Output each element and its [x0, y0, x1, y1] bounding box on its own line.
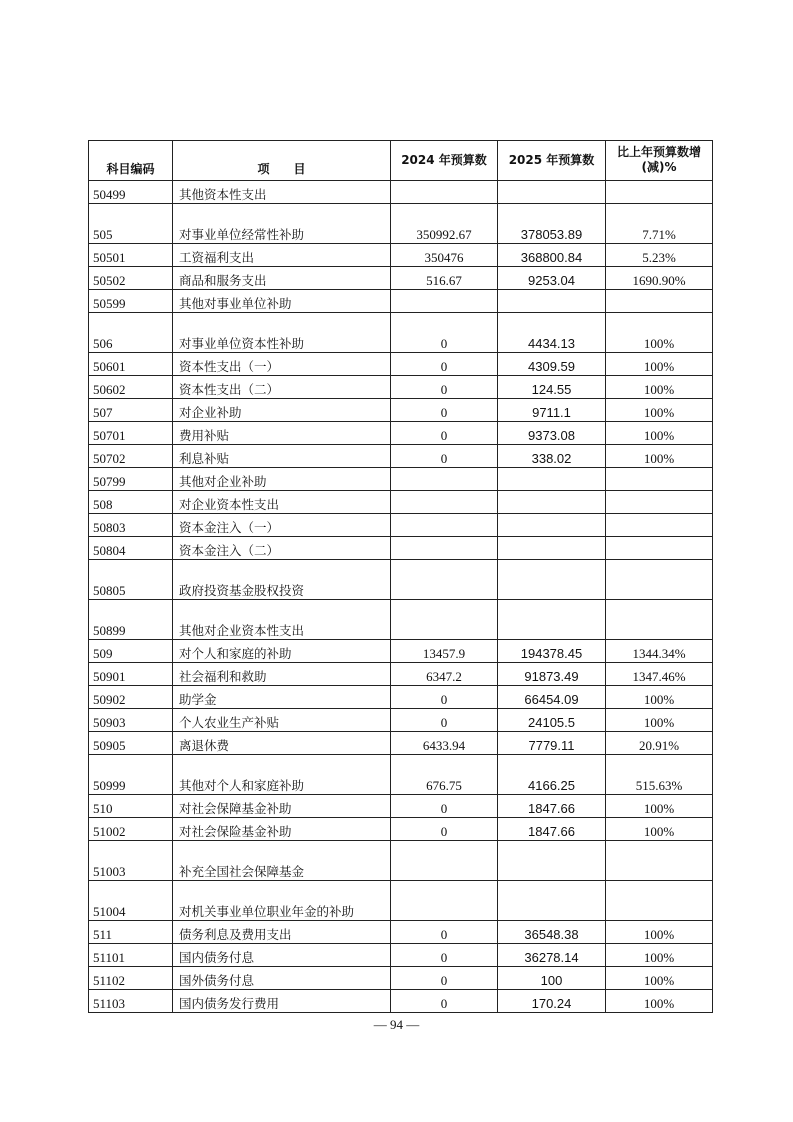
cell-change-pct: 1344.34% — [606, 640, 713, 663]
cell-change-pct — [606, 181, 713, 204]
cell-2024: 0 — [391, 990, 498, 1013]
cell-name: 对机关事业单位职业年金的补助 — [173, 881, 391, 921]
cell-name: 资本性支出（二） — [173, 376, 391, 399]
cell-2025 — [498, 468, 606, 491]
cell-code: 50804 — [89, 537, 173, 560]
cell-change-pct: 100% — [606, 445, 713, 468]
cell-2024: 676.75 — [391, 755, 498, 795]
cell-code: 50702 — [89, 445, 173, 468]
cell-name: 资本性支出（一） — [173, 353, 391, 376]
cell-2024: 0 — [391, 353, 498, 376]
table-row — [89, 990, 713, 1013]
cell-2024: 516.67 — [391, 267, 498, 290]
cell-code: 50803 — [89, 514, 173, 537]
cell-change-pct: 515.63% — [606, 755, 713, 795]
header-item: 项 目 — [173, 141, 391, 181]
cell-name: 对事业单位经常性补助 — [173, 204, 391, 244]
table-row — [89, 663, 713, 686]
cell-change-pct: 5.23% — [606, 244, 713, 267]
cell-name: 补充全国社会保障基金 — [173, 841, 391, 881]
cell-code: 50502 — [89, 267, 173, 290]
table-row — [89, 376, 713, 399]
cell-code: 50599 — [89, 290, 173, 313]
cell-2025: 100 — [498, 967, 606, 990]
cell-code: 509 — [89, 640, 173, 663]
table-row — [89, 445, 713, 468]
cell-code: 50899 — [89, 600, 173, 640]
cell-code: 50501 — [89, 244, 173, 267]
cell-code: 51103 — [89, 990, 173, 1013]
table-row — [89, 399, 713, 422]
cell-code: 50799 — [89, 468, 173, 491]
table-row — [89, 881, 713, 921]
table-row — [89, 686, 713, 709]
cell-name: 国内债务发行费用 — [173, 990, 391, 1013]
cell-2024 — [391, 881, 498, 921]
cell-2024 — [391, 600, 498, 640]
cell-change-pct: 1690.90% — [606, 267, 713, 290]
cell-2024: 0 — [391, 818, 498, 841]
cell-change-pct: 100% — [606, 990, 713, 1013]
header-2025: 2025 年预算数 — [498, 141, 606, 181]
cell-change-pct: 100% — [606, 944, 713, 967]
cell-2024 — [391, 841, 498, 881]
table-row — [89, 560, 713, 600]
cell-2025: 4309.59 — [498, 353, 606, 376]
table-row — [89, 313, 713, 353]
cell-2024: 0 — [391, 313, 498, 353]
cell-2025: 36278.14 — [498, 944, 606, 967]
table-row — [89, 353, 713, 376]
cell-name: 其他对企业资本性支出 — [173, 600, 391, 640]
cell-2024: 0 — [391, 445, 498, 468]
table-row — [89, 537, 713, 560]
cell-2025: 1847.66 — [498, 795, 606, 818]
cell-2025 — [498, 514, 606, 537]
cell-2025: 368800.84 — [498, 244, 606, 267]
cell-change-pct — [606, 881, 713, 921]
cell-name: 国外债务付息 — [173, 967, 391, 990]
table-row — [89, 290, 713, 313]
cell-2025 — [498, 881, 606, 921]
table-row — [89, 204, 713, 244]
cell-2025: 338.02 — [498, 445, 606, 468]
cell-code: 51101 — [89, 944, 173, 967]
header-change-pct — [606, 141, 713, 181]
cell-2024: 0 — [391, 686, 498, 709]
cell-name: 工资福利支出 — [173, 244, 391, 267]
cell-change-pct: 100% — [606, 921, 713, 944]
cell-name: 对个人和家庭的补助 — [173, 640, 391, 663]
cell-2024 — [391, 290, 498, 313]
cell-code: 511 — [89, 921, 173, 944]
cell-2024: 0 — [391, 709, 498, 732]
cell-code: 506 — [89, 313, 173, 353]
cell-change-pct: 100% — [606, 422, 713, 445]
cell-change-pct: 100% — [606, 686, 713, 709]
table-row — [89, 600, 713, 640]
cell-2024 — [391, 491, 498, 514]
cell-2025: 24105.5 — [498, 709, 606, 732]
cell-name: 商品和服务支出 — [173, 267, 391, 290]
cell-2025: 9253.04 — [498, 267, 606, 290]
cell-code: 50601 — [89, 353, 173, 376]
cell-name: 对社会保险基金补助 — [173, 818, 391, 841]
cell-code: 507 — [89, 399, 173, 422]
cell-change-pct: 100% — [606, 967, 713, 990]
cell-name: 资本金注入（一） — [173, 514, 391, 537]
cell-2024 — [391, 560, 498, 600]
cell-2024: 0 — [391, 795, 498, 818]
cell-code: 50499 — [89, 181, 173, 204]
cell-2024 — [391, 537, 498, 560]
cell-change-pct: 1347.46% — [606, 663, 713, 686]
cell-code: 50901 — [89, 663, 173, 686]
cell-2025 — [498, 181, 606, 204]
cell-code: 50903 — [89, 709, 173, 732]
cell-name: 其他资本性支出 — [173, 181, 391, 204]
cell-change-pct — [606, 290, 713, 313]
table-row — [89, 841, 713, 881]
cell-2025 — [498, 290, 606, 313]
cell-2025: 66454.09 — [498, 686, 606, 709]
cell-2025: 4166.25 — [498, 755, 606, 795]
table-row — [89, 921, 713, 944]
cell-2024: 0 — [391, 967, 498, 990]
cell-code: 50805 — [89, 560, 173, 600]
cell-change-pct: 100% — [606, 313, 713, 353]
cell-code: 51003 — [89, 841, 173, 881]
table-row — [89, 640, 713, 663]
cell-name: 资本金注入（二） — [173, 537, 391, 560]
cell-2025: 36548.38 — [498, 921, 606, 944]
cell-code: 50602 — [89, 376, 173, 399]
cell-2024: 13457.9 — [391, 640, 498, 663]
table-row — [89, 795, 713, 818]
cell-change-pct — [606, 468, 713, 491]
cell-change-pct: 100% — [606, 709, 713, 732]
cell-change-pct: 100% — [606, 376, 713, 399]
cell-2024: 0 — [391, 921, 498, 944]
cell-change-pct: 7.71% — [606, 204, 713, 244]
cell-change-pct — [606, 514, 713, 537]
cell-2025 — [498, 560, 606, 600]
table-row — [89, 514, 713, 537]
cell-2024: 0 — [391, 422, 498, 445]
cell-2025: 4434.13 — [498, 313, 606, 353]
cell-name: 政府投资基金股权投资 — [173, 560, 391, 600]
cell-change-pct — [606, 600, 713, 640]
cell-change-pct: 20.91% — [606, 732, 713, 755]
cell-2025: 194378.45 — [498, 640, 606, 663]
cell-change-pct: 100% — [606, 795, 713, 818]
cell-2025: 1847.66 — [498, 818, 606, 841]
cell-name: 债务利息及费用支出 — [173, 921, 391, 944]
table-row — [89, 181, 713, 204]
cell-code: 510 — [89, 795, 173, 818]
cell-2024: 350992.67 — [391, 204, 498, 244]
table-row — [89, 468, 713, 491]
cell-name: 利息补贴 — [173, 445, 391, 468]
cell-2025 — [498, 600, 606, 640]
cell-change-pct — [606, 537, 713, 560]
cell-2025: 124.55 — [498, 376, 606, 399]
cell-2024 — [391, 514, 498, 537]
budget-table — [88, 140, 713, 1013]
cell-name: 其他对企业补助 — [173, 468, 391, 491]
cell-2025: 378053.89 — [498, 204, 606, 244]
cell-code: 505 — [89, 204, 173, 244]
cell-2025: 170.24 — [498, 990, 606, 1013]
cell-name: 对企业资本性支出 — [173, 491, 391, 514]
table-row — [89, 818, 713, 841]
cell-change-pct — [606, 491, 713, 514]
cell-change-pct: 100% — [606, 353, 713, 376]
cell-code: 50902 — [89, 686, 173, 709]
cell-name: 社会福利和救助 — [173, 663, 391, 686]
cell-name: 其他对个人和家庭补助 — [173, 755, 391, 795]
table-row — [89, 491, 713, 514]
table-row — [89, 422, 713, 445]
cell-2025: 91873.49 — [498, 663, 606, 686]
cell-2025 — [498, 537, 606, 560]
cell-change-pct: 100% — [606, 818, 713, 841]
table-row — [89, 732, 713, 755]
header-code: 科目编码 — [89, 141, 173, 181]
table-header-row — [89, 141, 713, 181]
cell-2025: 9711.1 — [498, 399, 606, 422]
cell-name: 助学金 — [173, 686, 391, 709]
cell-code: 51102 — [89, 967, 173, 990]
cell-name: 费用补贴 — [173, 422, 391, 445]
cell-name: 对事业单位资本性补助 — [173, 313, 391, 353]
cell-2025: 7779.11 — [498, 732, 606, 755]
cell-2025: 9373.08 — [498, 422, 606, 445]
cell-code: 508 — [89, 491, 173, 514]
cell-2024: 6433.94 — [391, 732, 498, 755]
cell-2024: 6347.2 — [391, 663, 498, 686]
cell-2024 — [391, 181, 498, 204]
cell-name: 国内债务付息 — [173, 944, 391, 967]
cell-2025 — [498, 491, 606, 514]
cell-name: 个人农业生产补贴 — [173, 709, 391, 732]
table-row — [89, 244, 713, 267]
cell-2024: 0 — [391, 399, 498, 422]
header-pct-line2: (减)% — [641, 160, 677, 174]
cell-change-pct: 100% — [606, 399, 713, 422]
header-pct-line1: 比上年预算数增 — [616, 145, 701, 159]
cell-2024: 0 — [391, 376, 498, 399]
cell-name: 其他对事业单位补助 — [173, 290, 391, 313]
cell-code: 50905 — [89, 732, 173, 755]
cell-2025 — [498, 841, 606, 881]
table-row — [89, 967, 713, 990]
cell-code: 51002 — [89, 818, 173, 841]
header-2024: 2024 年预算数 — [391, 141, 498, 181]
cell-name: 离退休费 — [173, 732, 391, 755]
cell-2024 — [391, 468, 498, 491]
table-row — [89, 755, 713, 795]
page-number: — 94 — — [373, 1017, 420, 1032]
cell-2024: 350476 — [391, 244, 498, 267]
cell-change-pct — [606, 560, 713, 600]
cell-code: 50701 — [89, 422, 173, 445]
cell-name: 对社会保障基金补助 — [173, 795, 391, 818]
table-row — [89, 267, 713, 290]
cell-name: 对企业补助 — [173, 399, 391, 422]
cell-2024: 0 — [391, 944, 498, 967]
cell-change-pct — [606, 841, 713, 881]
cell-code: 51004 — [89, 881, 173, 921]
cell-code: 50999 — [89, 755, 173, 795]
table-row — [89, 709, 713, 732]
table-row — [89, 944, 713, 967]
